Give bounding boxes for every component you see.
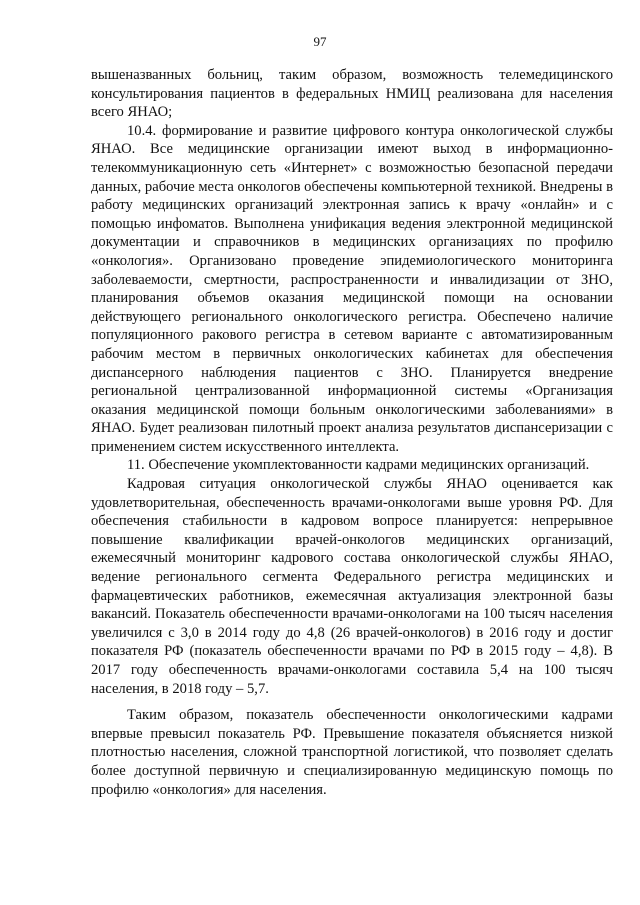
paragraph-conclusion: Таким образом, показатель обеспеченности онкологическими кадрами впервые превысил показатель РФ. Превышение показателя объясняется низкой плотностью населения, сложной транспортной логистикой, что позволяет сделать более доступной первичную и специализированную медицинскую помощь по профилю «онкология» для населения. — [91, 707, 613, 798]
paragraph-hospitals-telemedicine: вышеназванных больниц, таким образом, возможность телемедицинского консультирования пациентов в федеральных НМИЦ реализована для населения всего ЯНАО; — [91, 67, 613, 121]
paragraph-digital-contour: 10.4. формирование и развитие цифрового контура онкологической службы ЯНАО. Все медицинские организации имеют выход в информационно-телекоммуникационную сеть «Интернет» с возможностью безопасной передачи данных, рабочие места онкологов обеспечены компьютерной техникой. Внедрены в работу медицинских организаций электронная запись к врачу «онлайн» и с помощью инфоматов. Выполнена унификация ведения электронной медицинской документации и справочников в медицинских организациях по профилю «онкология». Организовано проведение эпидемиологического мониторинга заболеваемости, смертности, распространенности и инвалидизации от ЗНО, планирования объемов оказания медицинской помощи на основании действующего регионального онкологического регистра. Обеспечено наличие популяционного ракового регистра в сетевом варианте с автоматизированным рабочим местом в первичных онкологических кабинетах для обеспечения диспансерного наблюдения пациентов с ЗНО. Планируется внедрение региональной централизованной информационной системы «Организация оказания медицинской помощи больным онкологическими заболеваниями» в ЯНАО. Будет реализован пилотный проект анализа результатов диспансеризации с применением систем искусственного интеллекта. — [91, 122, 614, 455]
page-number: 97 — [313, 34, 327, 49]
paragraph-staffing-heading: 11. Обеспечение укомплектованности кадрами медицинских организаций. — [127, 457, 590, 474]
paragraph-staffing-situation: Кадровая ситуация онкологической службы ЯНАО оценивается как удовлетворительная, обеспеченность врачами-онкологами выше уровня РФ. Для обеспечения стабильности в кадровом вопросе планируется: непрерывное повышение квалификации врачей-онкологов медицинских организаций, ежемесячный мониторинг кадрового состава онкологической службы ЯНАО, ведение регионального сегмента Федерального регистра медицинских и фармацевтических работников, ежемесячная актуализация электронной базы вакансий. Показатель обеспеченности врачами-онкологами на 100 тысяч населения увеличился с 3,0 в 2014 году до 4,8 (26 врачей-онкологов) в 2016 году и достиг показателя РФ (показатель обеспеченности врачами по РФ в 2015 году – 4,8). В 2017 году обеспеченность врачами-онкологами составила 5,4 на 100 тысяч населения, в 2018 году – 5,7. — [91, 476, 613, 697]
document-body — [91, 66, 613, 799]
